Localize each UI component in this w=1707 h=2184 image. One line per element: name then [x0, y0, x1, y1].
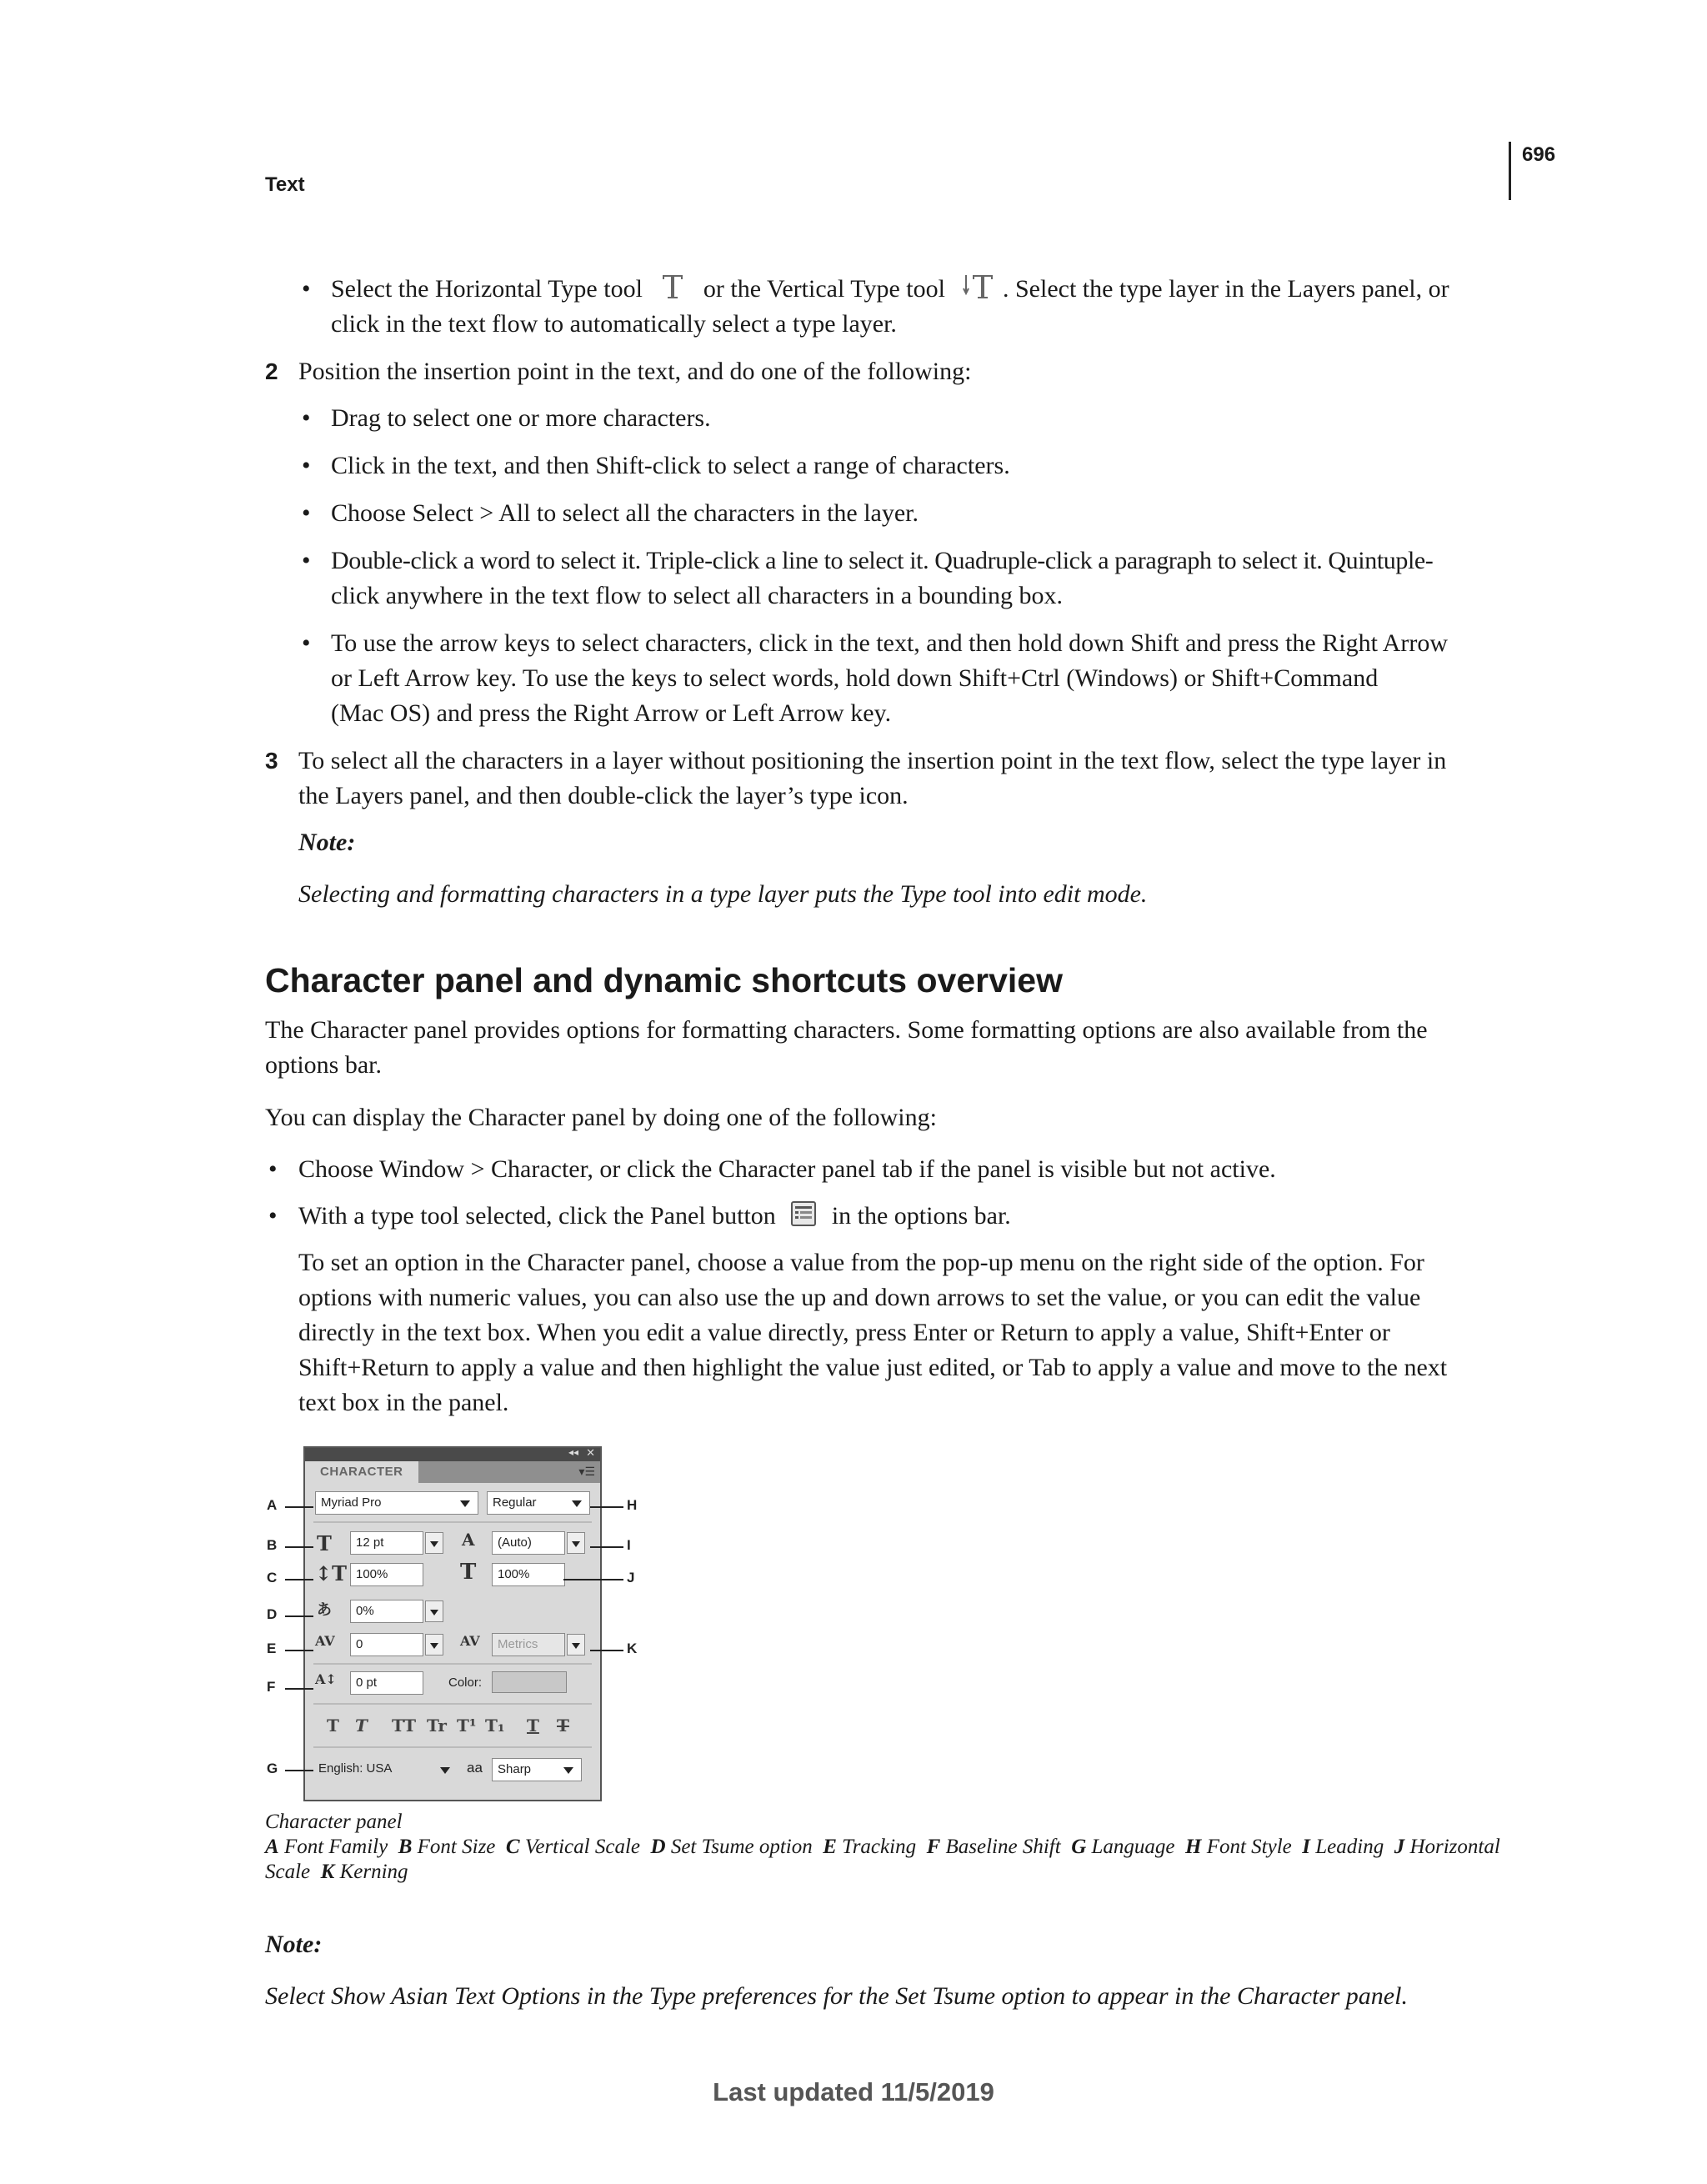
caption-label: Kerning — [339, 1861, 408, 1883]
list-item-continuation: click in the text flow to automatically select a type layer. — [331, 310, 897, 338]
callout-line — [590, 1650, 623, 1651]
callout-label: D — [267, 1606, 278, 1622]
kerning-dropdown — [567, 1634, 585, 1656]
list-item: To use the arrow keys to select characters, click in the text, and then hold down Shift and press the Right Arrow — [331, 629, 1449, 657]
list-item-continuation: or Left Arrow key. To use the keys to select words, hold down Shift+Ctrl (Windows) or Shift+Command — [331, 664, 1379, 692]
callout-label: K — [627, 1641, 638, 1656]
header-rule — [1509, 142, 1511, 200]
collapse-icon: ◂◂ — [568, 1446, 578, 1458]
list-item-continuation: (Mac OS) and press the Right Arrow or Left Arrow key. — [331, 699, 892, 727]
caption-letter: K — [320, 1861, 335, 1883]
paragraph: The Character panel provides options for formatting characters. Some formatting options are also available from the — [265, 1016, 1428, 1044]
caption-label: Set Tsume option — [670, 1836, 813, 1858]
baseline-shift-icon: A↕ — [315, 1671, 337, 1687]
callout-label: J — [627, 1570, 635, 1585]
character-panel-figure — [303, 1446, 602, 1801]
paragraph-line: Shift+Return to apply a value and then highlight the value just edited, or Tab to apply a value and move to the next — [298, 1354, 1448, 1381]
bullet-dot: • — [268, 1155, 278, 1183]
faux-italic-icon: T — [355, 1716, 368, 1736]
caption-label: Font Family — [283, 1836, 388, 1858]
bullet-dot: • — [302, 275, 311, 303]
caption-label: Language — [1091, 1836, 1175, 1858]
note-label: Note: — [265, 1931, 323, 1958]
page-number: 696 — [1522, 143, 1556, 166]
font-size-dropdown — [425, 1532, 443, 1554]
divider — [313, 1703, 592, 1705]
vertical-scale-icon: ↕T — [315, 1561, 347, 1585]
caption-letter: E — [823, 1836, 837, 1858]
caption-letter: G — [1071, 1836, 1087, 1858]
step-text-continuation: the Layers panel, and then double-click the layer’s type icon. — [298, 782, 909, 809]
tsume-dropdown — [425, 1600, 443, 1622]
font-family-field: Myriad Pro — [315, 1491, 478, 1515]
chevron-down-icon — [440, 1767, 450, 1774]
color-label: Color: — [448, 1676, 483, 1690]
list-item-text: . Select the type layer in the Layers panel, or — [1002, 275, 1449, 303]
caption-label: Font Style — [1206, 1836, 1292, 1858]
caption-letter: H — [1185, 1836, 1202, 1858]
horizontal-type-tool-icon — [660, 272, 685, 310]
bullet-dot: • — [302, 547, 311, 574]
panel-titlebar — [305, 1448, 600, 1461]
footer-last-updated: Last updated 11/5/2019 — [713, 2077, 994, 2106]
tracking-field: 0 — [350, 1633, 423, 1656]
language-field: English: USA — [318, 1761, 393, 1776]
all-caps-icon: TT — [392, 1716, 417, 1736]
tracking-icon: AV — [315, 1633, 335, 1649]
callout-label: I — [627, 1537, 631, 1553]
vertical-scale-field: 100% — [350, 1563, 423, 1586]
tracking-dropdown — [425, 1634, 443, 1656]
callout-label: B — [267, 1537, 278, 1553]
superscript-icon: T¹ — [457, 1716, 477, 1736]
callout-line — [590, 1506, 623, 1508]
note-text: Select Show Asian Text Options in the Type preferences for the Set Tsume option to appear in the Character panel. — [265, 1982, 1408, 2010]
baseline-shift-field: 0 pt — [350, 1671, 423, 1695]
caption-letter: J — [1394, 1836, 1405, 1858]
vertical-type-tool-icon — [963, 272, 994, 310]
callout-line — [285, 1579, 313, 1580]
step-text: Position the insertion point in the text, and do one of the following: — [298, 358, 972, 385]
list-item-continuation: click anywhere in the text flow to select all characters in a bounding box. — [331, 582, 1064, 609]
caption-letter: C — [505, 1836, 520, 1858]
caption-label: Scale — [265, 1861, 311, 1883]
callout-line — [285, 1650, 313, 1651]
bullet-dot: • — [302, 452, 311, 479]
chevron-down-icon — [460, 1500, 470, 1507]
horizontal-scale-icon: T — [460, 1560, 477, 1585]
antialias-icon: aa — [467, 1760, 483, 1776]
list-item — [298, 1199, 1011, 1237]
callout-line — [590, 1546, 623, 1548]
bullet-dot: • — [302, 499, 311, 527]
tsume-field: 0% — [350, 1600, 423, 1623]
caption-label: Font Size — [417, 1836, 496, 1858]
list-item-text: With a type tool selected, click the Panel button — [298, 1202, 776, 1230]
list-item-text: in the options bar. — [831, 1202, 1011, 1230]
leading-field: (Auto) — [492, 1531, 565, 1555]
caption-label: Baseline Shift — [945, 1836, 1061, 1858]
caption-label: Leading — [1315, 1836, 1384, 1858]
paragraph-line: directly in the text box. When you edit a value directly, press Enter or Return to apply a value, Shift+Enter or — [298, 1319, 1390, 1346]
leading-dropdown — [567, 1532, 585, 1554]
color-swatch — [492, 1671, 567, 1693]
callout-line — [285, 1546, 313, 1548]
note-text: Selecting and formatting characters in a type layer puts the Type tool into edit mode. — [298, 880, 1148, 908]
character-tab: CHARACTER — [305, 1461, 418, 1483]
font-size-icon: T — [317, 1531, 332, 1555]
horizontal-scale-field: 100% — [492, 1563, 565, 1586]
callout-label: C — [267, 1570, 278, 1585]
step-number: 2 — [265, 358, 278, 384]
caption-label: Tracking — [842, 1836, 917, 1858]
subscript-icon: T₁ — [485, 1716, 505, 1736]
list-item-text: or the Vertical Type tool — [703, 275, 945, 303]
callout-line — [285, 1688, 313, 1690]
caption-letter: B — [398, 1836, 413, 1858]
list-item-text: Select the Horizontal Type tool — [331, 275, 643, 303]
callout-label: F — [267, 1679, 276, 1695]
section-title: Text — [265, 173, 305, 196]
section-heading: Character panel and dynamic shortcuts overview — [265, 961, 1063, 999]
divider — [313, 1663, 592, 1665]
callout-label: H — [627, 1497, 638, 1513]
small-caps-icon: Tr — [427, 1716, 447, 1736]
list-item: Choose Window > Character, or click the Character panel tab if the panel is visible but not active. — [298, 1155, 1276, 1183]
divider — [313, 1746, 592, 1748]
strikethrough-icon: T — [557, 1716, 569, 1736]
faux-bold-icon: T — [327, 1716, 339, 1736]
paragraph: To set an option in the Character panel, choose a value from the pop-up menu on the right side of the option. For — [298, 1249, 1424, 1276]
callout-label: E — [267, 1641, 277, 1656]
caption-letter: D — [650, 1836, 666, 1858]
list-item: Double-click a word to select it. Triple-click a line to select it. Quadruple-click a paragraph to select it. Quintuple- — [331, 547, 1434, 574]
figure-caption-legend — [265, 1834, 1500, 1861]
panel-button-icon — [790, 1200, 817, 1237]
chevron-down-icon — [563, 1767, 573, 1774]
leading-icon: A — [462, 1530, 475, 1550]
callout-line — [285, 1506, 313, 1508]
caption-label: Vertical Scale — [524, 1836, 640, 1858]
close-icon: ✕ — [586, 1446, 595, 1459]
bullet-dot: • — [302, 629, 311, 657]
list-item: Click in the text, and then Shift-click to select a range of characters. — [331, 452, 1010, 479]
font-size-field: 12 pt — [350, 1531, 423, 1555]
figure-caption-legend-continuation — [265, 1859, 408, 1886]
callout-line — [285, 1770, 313, 1771]
callout-label: A — [267, 1497, 278, 1513]
bullet-dot: • — [268, 1202, 278, 1230]
chevron-down-icon — [572, 1500, 582, 1507]
font-style-field: Regular — [487, 1491, 590, 1515]
paragraph-continuation: options bar. — [265, 1051, 382, 1079]
list-item: Drag to select one or more characters. — [331, 404, 711, 432]
callout-label: G — [267, 1761, 278, 1776]
kerning-icon: AV — [460, 1633, 480, 1649]
divider — [313, 1521, 592, 1523]
list-item: Choose Select > All to select all the characters in the layer. — [331, 499, 919, 527]
figure-caption-title: Character panel — [265, 1811, 403, 1833]
underline-icon: T — [527, 1716, 539, 1736]
kerning-field: Metrics — [492, 1633, 565, 1656]
step-number: 3 — [265, 748, 278, 774]
note-label: Note: — [298, 829, 356, 856]
paragraph: You can display the Character panel by doing one of the following: — [265, 1104, 937, 1131]
step-text: To select all the characters in a layer without positioning the insertion point in the text flow, select the type layer in — [298, 747, 1447, 774]
caption-label: Horizontal — [1409, 1836, 1500, 1858]
paragraph-line: text box in the panel. — [298, 1389, 509, 1416]
tsume-icon: あ — [317, 1601, 332, 1619]
bullet-dot: • — [302, 404, 311, 432]
caption-letter: A — [265, 1836, 279, 1858]
panel-tab-row — [305, 1461, 600, 1483]
callout-line — [285, 1615, 313, 1617]
caption-letter: I — [1302, 1836, 1310, 1858]
list-item — [331, 272, 1514, 310]
antialias-field: Sharp — [492, 1758, 582, 1781]
panel-menu-icon: ▾☰ — [578, 1465, 595, 1478]
callout-line — [563, 1579, 623, 1580]
caption-letter: F — [926, 1836, 941, 1858]
paragraph-line: options with numeric values, you can also use the up and down arrows to set the value, or you can edit the value — [298, 1284, 1421, 1311]
